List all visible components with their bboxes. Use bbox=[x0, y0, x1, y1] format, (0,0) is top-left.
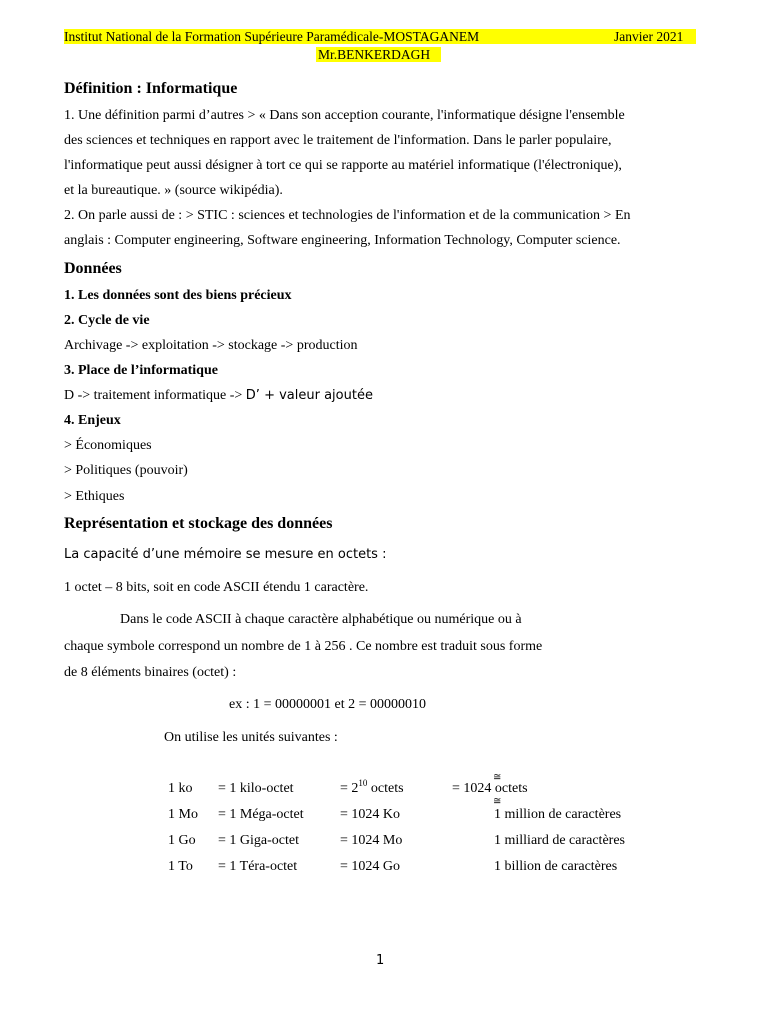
paragraph-line: anglais : Computer engineering, Software engineering, Information Technology, Computer science. bbox=[64, 233, 621, 248]
unit-cell: 1 Mo bbox=[168, 807, 198, 822]
list-text-part: D -> traitement informatique -> bbox=[64, 388, 246, 403]
unit-equiv-cell: = 1024 octets bbox=[452, 781, 528, 796]
paragraph-line: des sciences et techniques en rapport avec le traitement de l'information. Dans le parler populaire, bbox=[64, 133, 612, 148]
list-item: > Économiques bbox=[64, 438, 152, 453]
list-heading: 3. Place de l’informatique bbox=[64, 363, 218, 378]
list-item: > Politiques (pouvoir) bbox=[64, 463, 188, 478]
paragraph-line: 1. Une définition parmi d’autres > « Dans son acception courante, l'informatique désigne l'ensemble bbox=[64, 108, 625, 123]
paragraph-line: l'informatique peut aussi désigner à tort ce qui se rapporte au matériel informatique (l'électronique), bbox=[64, 158, 622, 173]
approx-symbol: ≅ bbox=[493, 796, 502, 807]
unit-value-part: = 2 bbox=[340, 781, 359, 796]
unit-cell: 1 Go bbox=[168, 833, 196, 848]
unit-cell: 1 To bbox=[168, 859, 193, 874]
unit-cell: 1 ko bbox=[168, 781, 193, 796]
header-institution: Institut National de la Formation Supérieure Paramédicale-MOSTAGANEM bbox=[64, 29, 480, 44]
header-author: Mr.BENKERDAGH bbox=[318, 47, 431, 62]
unit-name-cell: = 1 kilo-octet bbox=[218, 781, 294, 796]
unit-name-cell: = 1 Téra-octet bbox=[218, 859, 298, 874]
unit-value-cell: = 1024 Go bbox=[340, 859, 401, 874]
unit-equiv-cell: 1 billion de caractères bbox=[494, 859, 618, 874]
paragraph-line: La capacité d’une mémoire se mesure en octets : bbox=[64, 547, 387, 562]
list-heading: 4. Enjeux bbox=[64, 413, 121, 428]
example-line: ex : 1 = 00000001 et 2 = 00000010 bbox=[229, 697, 426, 712]
units-intro: On utilise les unités suivantes : bbox=[164, 730, 338, 745]
list-heading: 2. Cycle de vie bbox=[64, 313, 150, 328]
unit-value-cell bbox=[340, 780, 404, 797]
unit-equiv-cell: 1 million de caractères bbox=[494, 807, 622, 822]
unit-name-cell: = 1 Méga-octet bbox=[218, 807, 304, 822]
list-text: Archivage -> exploitation -> stockage -> production bbox=[64, 338, 358, 353]
unit-value-part: octets bbox=[367, 781, 404, 796]
page-number: 1 bbox=[376, 953, 385, 968]
unit-value-cell: = 1024 Ko bbox=[340, 807, 401, 822]
paragraph-line: 1 octet – 8 bits, soit en code ASCII étendu 1 caractère. bbox=[64, 580, 369, 595]
section-title-donnees: Données bbox=[64, 260, 122, 277]
section-title-definition: Définition : Informatique bbox=[64, 80, 238, 97]
header-date: Janvier 2021 bbox=[614, 29, 684, 44]
unit-equiv-cell: 1 milliard de caractères bbox=[494, 833, 625, 848]
approx-symbol: ≅ bbox=[493, 772, 502, 783]
section-title-representation: Représentation et stockage des données bbox=[64, 515, 333, 532]
list-item: > Ethiques bbox=[64, 489, 125, 504]
paragraph-line: Dans le code ASCII à chaque caractère alphabétique ou numérique ou à bbox=[120, 612, 522, 627]
unit-exponent: 10 bbox=[358, 778, 368, 788]
list-text-part: D’ + valeur ajoutée bbox=[245, 388, 373, 403]
list-text bbox=[64, 387, 373, 404]
paragraph-line: 2. On parle aussi de : > STIC : sciences et technologies de l'information et de la communication > En bbox=[64, 208, 631, 223]
list-heading: 1. Les données sont des biens précieux bbox=[64, 288, 292, 303]
unit-value-cell: = 1024 Mo bbox=[340, 833, 403, 848]
paragraph-line: et la bureautique. » (source wikipédia). bbox=[64, 183, 283, 198]
unit-name-cell: = 1 Giga-octet bbox=[218, 833, 299, 848]
paragraph-line: de 8 éléments binaires (octet) : bbox=[64, 665, 237, 680]
paragraph-line: chaque symbole correspond un nombre de 1 à 256 . Ce nombre est traduit sous forme bbox=[64, 639, 543, 654]
